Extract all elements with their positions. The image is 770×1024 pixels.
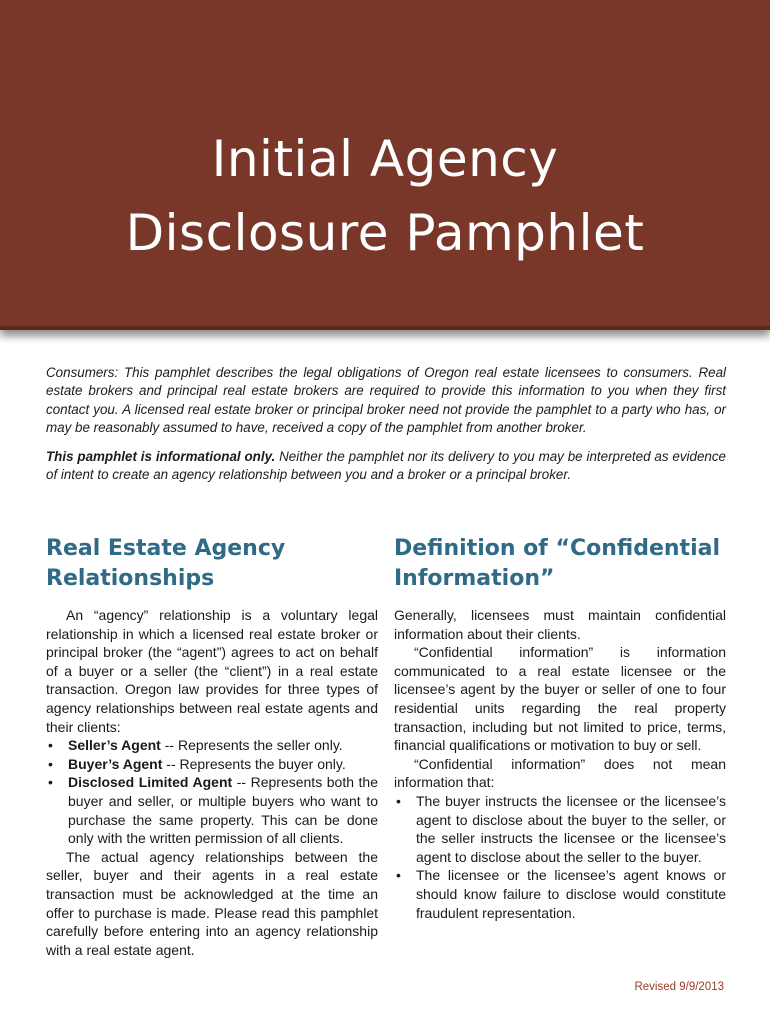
agency-term: Buyer’s Agent bbox=[68, 755, 163, 772]
informational-notice bbox=[46, 448, 726, 485]
agency-term: Disclosed Limited Agent bbox=[68, 774, 233, 791]
bullet: • bbox=[48, 755, 53, 772]
heading-line-1: Real Estate Agency bbox=[46, 536, 286, 561]
agency-paragraph: An “agency” relationship is a voluntary legal relationship in which a licensed real estate broker or principal broker (the “agent”) agrees to act on behalf of a buyer or a seller (the “client”) in a real estate transaction. Oregon law provides for three types of agency relationships between real estate agents and their clients: bbox=[46, 607, 378, 735]
list-item bbox=[46, 773, 378, 847]
exclusion-text: The buyer instructs the licensee or the licensee’s agent to disclose about the buyer to the seller, or the seller instructs the licensee or the licensee’s agent to disclose about the seller to the buyer. bbox=[416, 792, 726, 865]
revised-date: Revised 9/9/2013 bbox=[634, 981, 724, 993]
bullet: • bbox=[396, 792, 401, 809]
exclusion-text: The licensee or the licensee’s agent knows or should know failure to disclose would constitute fraudulent representation. bbox=[416, 867, 726, 921]
confidential-information-column bbox=[394, 534, 726, 922]
confidential-information-heading bbox=[394, 534, 726, 606]
heading-line-2: Relationships bbox=[46, 566, 215, 591]
bullet: • bbox=[48, 737, 53, 754]
agency-desc: -- Represents both the buyer and seller, or multiple buyers who want to purchase the same property. This can be done only with the written permission of all clients. bbox=[68, 774, 379, 847]
list-item bbox=[46, 736, 378, 755]
list-item bbox=[46, 755, 378, 774]
agency-desc: -- Represents the seller only. bbox=[160, 737, 343, 754]
heading-line-1: Definition of “Confidential bbox=[394, 536, 720, 561]
bullet: • bbox=[48, 774, 53, 791]
heading-line-2: Information” bbox=[394, 566, 555, 591]
notice-text: Neither the pamphlet nor its delivery to you may be interpreted as evidence of intent to create an agency relationship between you and a broker or a principal broker. bbox=[46, 449, 726, 483]
intro-section bbox=[46, 364, 726, 485]
agency-relationships-heading bbox=[46, 534, 378, 606]
agency-term: Seller’s Agent bbox=[68, 737, 161, 754]
title-line-1: Initial Agency bbox=[211, 130, 559, 188]
acknowledgement-paragraph: The actual agency relationships between the seller, buyer and their agents in a real estate transaction must be acknowledged at the time an offer to purchase is made. Please read this pamphlet carefully before entering into an agency relationship with a real estate agent. bbox=[46, 848, 378, 958]
title-banner bbox=[0, 0, 770, 330]
list-item bbox=[394, 792, 726, 866]
notice-bold: This pamphlet is informational only. bbox=[46, 449, 276, 465]
document-title bbox=[0, 122, 770, 270]
bullet: • bbox=[396, 867, 401, 884]
intro-paragraph: Consumers: This pamphlet describes the legal obligations of Oregon real estate licensees to consumers. Real estate brokers and principal real estate brokers are required to provide this information to you when they first contact you. A licensed real estate broker or principal broker need not provide the pamphlet to a party who has, or may be reasonably assumed to have, received a copy of the pamphlet from another broker. bbox=[46, 365, 726, 435]
agency-types-list bbox=[46, 736, 378, 848]
confidential-paragraph-3: “Confidential information” does not mean information that: bbox=[394, 755, 726, 791]
exclusions-list bbox=[394, 792, 726, 922]
confidential-paragraph-1: Generally, licensees must maintain confidential information about their clients. bbox=[394, 607, 726, 642]
agency-relationships-column bbox=[46, 534, 378, 959]
confidential-paragraph-2: “Confidential information” is information communicated to a real estate licensee or the licensee’s agent by the buyer or seller of one to four residential units regarding the real property transaction, including but not limited to price, terms, financial qualifications or motivation to buy or sell. bbox=[394, 644, 726, 754]
list-item bbox=[394, 866, 726, 922]
agency-desc: -- Represents the buyer only. bbox=[162, 755, 346, 772]
title-line-2: Disclosure Pamphlet bbox=[125, 204, 645, 262]
